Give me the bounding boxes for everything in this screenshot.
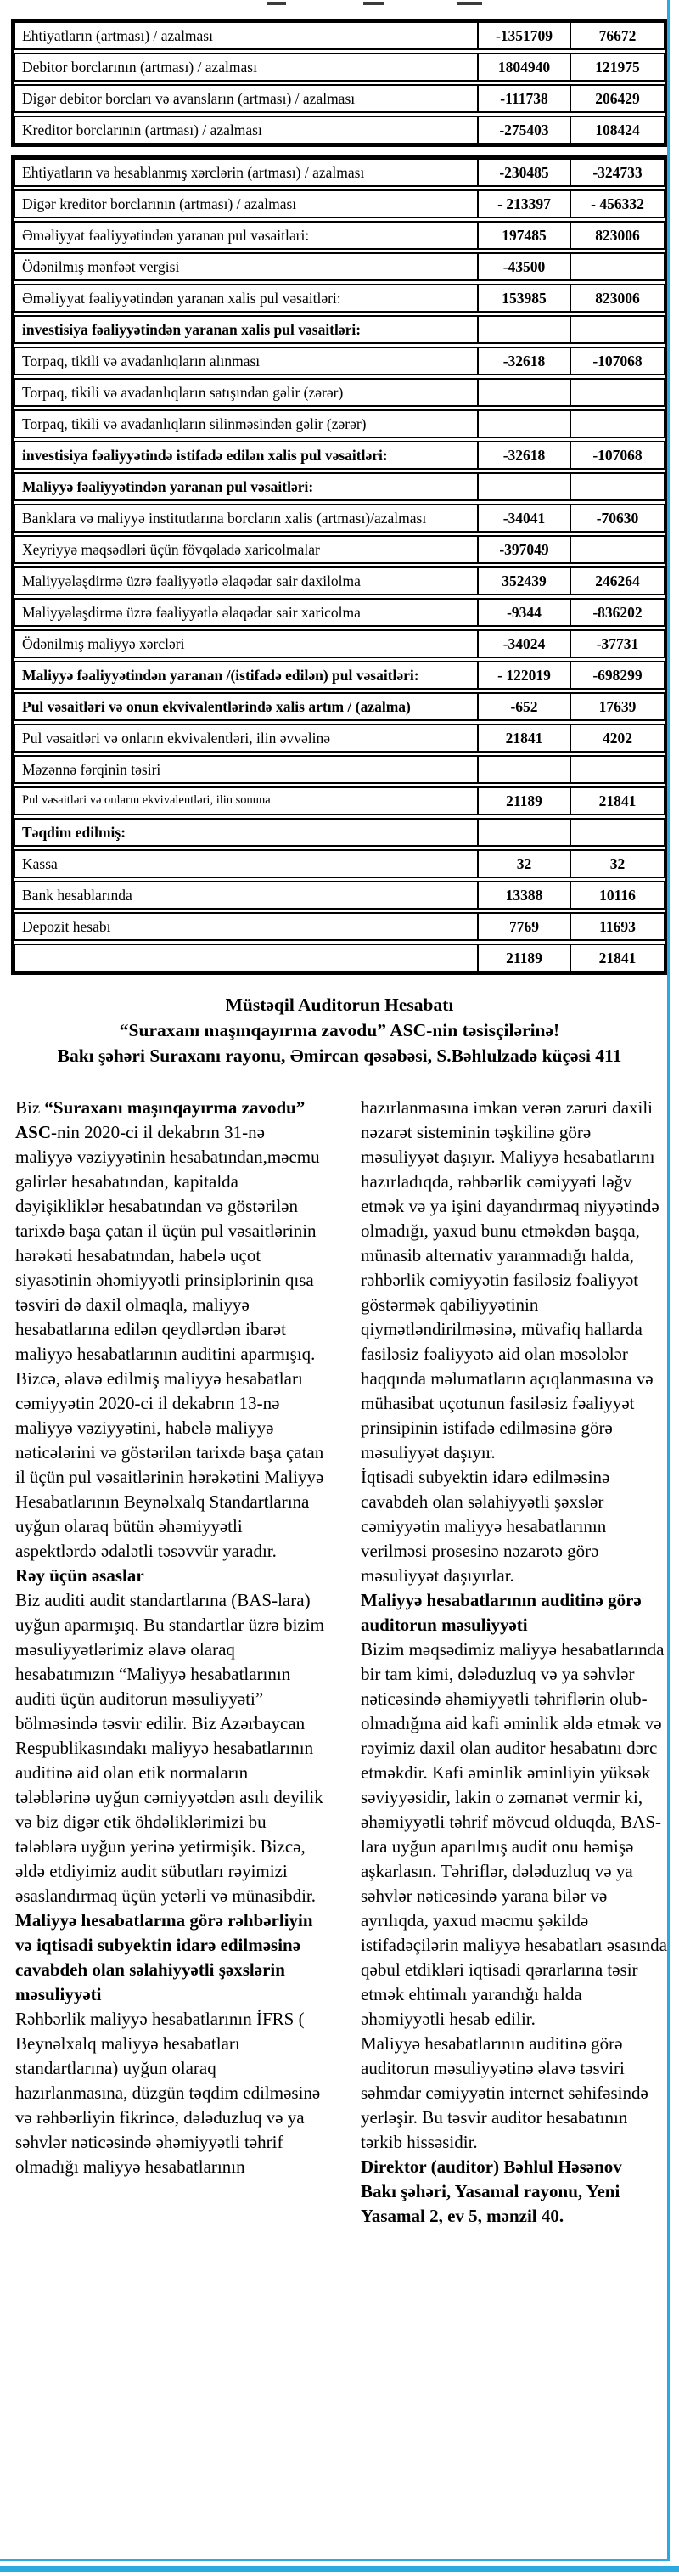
row-label: Əməliyyat fəaliyyətindən yaranan xalis pul vəsaitləri:	[15, 285, 479, 311]
row-label: Əməliyyat fəaliyyətindən yaranan pul vəsaitləri:	[15, 223, 479, 248]
value-col-1	[479, 757, 571, 782]
row-label: Kreditor borclarının (artması) / azalması	[15, 117, 479, 143]
row-label: Ödənilmış mənfəət vergisi	[15, 254, 479, 279]
row-label: Məzənnə fərqinin təsiri	[15, 757, 479, 782]
page-right-blue-line	[667, 0, 670, 2561]
row-label: Maliyyə fəaliyyətindən yaranan /(istifadə edilən) pul vəsaitləri:	[15, 662, 479, 688]
value-col-1: 13388	[479, 882, 571, 908]
table-row	[14, 472, 665, 501]
row-label	[15, 945, 479, 971]
table-row	[14, 441, 665, 470]
table-row	[14, 849, 665, 878]
value-col-1: -1351709	[479, 23, 571, 48]
value-col-2	[571, 317, 664, 342]
table-row	[14, 786, 665, 815]
table-row	[14, 116, 665, 144]
value-col-1	[479, 380, 571, 405]
clipped-text-fragment	[457, 2, 482, 5]
value-col-1: 1804940	[479, 54, 571, 80]
report-text: İqtisadi subyektin idarə edilməsinə cavabdeh olan səlahiyyətli şəxslər cəmiyyətin maliyyə hesabatlarının verilməsi prosesinə nəzarətə görə məsuliyyət daşıyırlar.	[361, 1467, 610, 1586]
report-text: -nin 2020-ci il dekabrın 31-nə maliyyə vəziyyətinin hesabatından,məcmu gəlirlər hesabatından, kapitalda dəyişikliklər hesabatından və göstərilən tarixdə başa çatan il üçün pul vəsaitlərinin hərəkəti hesabatından, habelə uçot siyasətinin əhəmiyyətli prinsiplərinin qısa təsviri də daxil olmaqla, maliyyə hesabatlarına edilən qeydlərdən ibarət maliyyə hesabatlarının auditini aparmışıq. Bizcə, əlavə edilmiş maliyyə hesabatları cəmiyyətin 2020-ci il dekabrın 13-nə maliyyə vəziyyətini, habelə maliyyə nəticələrini və göstərilən tarixdə başa çatan il üçün pul vəsaitlərinin hərəkətini Maliyyə Hesabatlarının Beynəlxalq Standartlarına uyğun olaraq bütün əhəmiyyətli aspektlərdə ədalətli təsəvvür yaradır.	[15, 1122, 324, 1561]
value-col-2: - 456332	[591, 195, 644, 212]
table-row	[14, 818, 665, 847]
report-address: Bakı şəhəri Suraxanı rayonu, Əmircan qəsəbəsi, S.Bəhlulzadə küçəsi 411	[57, 1046, 622, 1066]
report-heading: Bakı şəhəri, Yasamal rayonu, Yeni Yasamal 2, ev 5, mənzil 40.	[361, 2181, 620, 2226]
row-label: Ehtiyatların (artması) / azalması	[15, 23, 479, 48]
report-heading: “Suraxanı maşınqayırma zavodu” ASC	[15, 1097, 306, 1142]
value-col-2: -70630	[596, 510, 639, 527]
row-label: investisiya fəaliyyətində istifadə edilən xalis pul vəsaitləri:	[15, 442, 479, 468]
value-col-1: - 213397	[479, 191, 571, 217]
page-bottom-blue-bar	[0, 2566, 679, 2572]
table-row	[14, 692, 665, 721]
table-row	[14, 535, 665, 564]
row-label: Pul vəsaitləri və onların ekvivalentləri, ilin əvvəlinə	[15, 725, 479, 751]
row-label: Pul vəsaitləri və onların ekvivalentləri, ilin sonuna	[15, 788, 479, 814]
value-col-2: 121975	[595, 59, 640, 76]
row-label: Bank hesablarında	[15, 882, 479, 908]
value-col-2: 206429	[595, 90, 640, 107]
report-heading: Rəy üçün əsaslar	[15, 1565, 144, 1586]
value-col-2	[571, 254, 664, 279]
table-row	[14, 284, 665, 313]
value-col-1: -43500	[479, 254, 571, 279]
value-col-1: 32	[479, 851, 571, 877]
value-col-2: 17639	[598, 698, 637, 715]
value-col-2: 108424	[595, 121, 640, 138]
value-col-2: -324733	[592, 164, 643, 181]
row-label: Torpaq, tikili və avadanlıqların satışından gəlir (zərər)	[15, 380, 479, 405]
value-col-1: -275403	[479, 117, 571, 143]
row-label: Debitor borclarının (artması) / azalması	[15, 54, 479, 80]
report-text: Maliyyə hesabatlarının auditinə görə auditorun məsuliyyətinə əlavə təsviri səhmdar cəmiyyətin internet səhifəsində yerləşir. Bu təsvir auditor hesabatının tərkib hissəsidir.	[361, 2033, 648, 2152]
value-col-1: 352439	[479, 568, 571, 594]
value-col-1: 21841	[479, 725, 571, 751]
report-text: Bizim məqsədimiz maliyyə hesabatlarında bir tam kimi, dələduzluq və ya səhvlər nəticəsində əhəmiyyətli təhriflərin olub-olmadığına aid kafi əminlik əldə etmək və rəyimiz daxil olan auditor hesabatını dərc etməkdir. Kafi əminlik əminliyin yüksək səviyyəsidir, lakin o zəmanət vermir ki, əhəmiyyətli təhrif mövcud olduqda, BAS-lara uyğun aparılmış audit onu həmişə aşkarlasın. Təhriflər, dələduzluq və ya səhvlər nəticəsində yarana bilər və ayrılıqda, yaxud məcmu şəkildə istifadəçilərin maliyyə hesabatları əsasında qəbul etdikləri iqtisadi qərarlarına təsir etmək ehtimalı yarandığı halda əhəmiyyətli hesab edilir.	[361, 1639, 667, 2029]
report-heading: Maliyyə hesabatlarının auditinə görə auditorun məsuliyyəti	[361, 1590, 642, 1635]
row-label: Pul vəsaitləri və onun ekvivalentlərində xalis artım / (azalma)	[15, 694, 479, 719]
row-label: Kassa	[15, 851, 479, 877]
table-row	[14, 189, 665, 218]
report-right-column	[361, 1096, 668, 2229]
value-col-2: -37731	[596, 635, 639, 652]
row-label: Banklara və maliyyə institutlarına borcların xalis (artması)/azalması	[15, 505, 479, 531]
value-col-1: 197485	[479, 223, 571, 248]
report-heading: Maliyyə hesabatlarına görə rəhbərliyin və iqtisadi subyektin idarə edilməsinə cavabdeh olan səlahiyyətli şəxslərin məsuliyyəti	[15, 1910, 313, 2004]
value-col-2: -107068	[592, 447, 643, 464]
table-row	[14, 881, 665, 910]
row-label: Xeyriyyə məqsədləri üçün fövqəladə xaricolmalar	[15, 537, 479, 562]
value-col-2: -107068	[592, 352, 643, 369]
row-label: Təqdim edilmiş:	[15, 820, 479, 845]
table-row	[14, 378, 665, 407]
row-label: Maliyyələşdirmə üzrə fəaliyyətlə əlaqədar sair xaricolma	[15, 600, 479, 625]
report-title: Müstəqil Auditorun Hesabatı	[225, 995, 454, 1015]
table-row	[14, 158, 665, 187]
value-col-1: -32618	[479, 348, 571, 374]
table-row	[14, 912, 665, 941]
row-label: Maliyyələşdirmə üzrə fəaliyyətlə əlaqədar sair daxilolma	[15, 568, 479, 594]
report-header	[0, 992, 679, 1068]
value-col-1: -397049	[479, 537, 571, 562]
value-col-1: -34024	[479, 631, 571, 657]
clipped-text-fragment	[363, 2, 384, 5]
value-col-2: 823006	[595, 290, 640, 307]
table-row	[14, 504, 665, 533]
value-col-1: - 122019	[479, 662, 571, 688]
table-row	[14, 944, 665, 972]
report-heading: Direktor (auditor) Bəhlul Həsənov	[361, 2156, 622, 2177]
row-label: Ehtiyatların və hesablanmış xərclərin (artması) / azalması	[15, 160, 479, 185]
value-col-1	[479, 474, 571, 499]
value-col-1	[479, 820, 571, 845]
value-col-2	[571, 411, 664, 437]
value-col-1: -111738	[479, 86, 571, 111]
value-col-2: 21841	[598, 950, 637, 967]
table-row	[14, 755, 665, 784]
row-label: investisiya fəaliyyətindən yaranan xalis pul vəsaitləri:	[15, 317, 479, 342]
table-row	[14, 566, 665, 595]
table-row	[14, 84, 665, 113]
clipped-text-fragment	[267, 2, 286, 5]
report-text: Biz auditi audit standartlarına (BAS-lara) uyğun aparmışıq. Bu standartlar üzrə bizim məsuliyyətlərimiz əlavə olaraq hesabatımızın “Maliyyə hesabatlarının auditi üçün auditorun məsuliyyəti” bölməsində təsvir edilir. Biz Azərbaycan Respublikasındakı maliyyə hesabatlarının auditinə aid olan etik normaların tələblərinə uyğun cəmiyyətdən asılı deyilik və biz digər etik öhdəliklərimizi bu tələblərə uyğun yerinə yetirmişik. Bizcə, əldə etdiyimiz audit sübutları rəyimizi əsaslandırmaq üçün yetərli və münasibdir.	[15, 1590, 324, 1906]
value-col-1: -230485	[479, 160, 571, 185]
report-left-column	[15, 1096, 326, 2229]
value-col-2: 246264	[595, 572, 640, 589]
value-col-1: 21189	[479, 788, 571, 814]
table-row	[14, 598, 665, 627]
table-row	[14, 661, 665, 690]
row-label: Maliyyə fəaliyyətindən yaranan pul vəsaitləri:	[15, 474, 479, 499]
row-label: Depozit hesabı	[15, 914, 479, 939]
value-col-2: -698299	[592, 667, 643, 684]
value-col-2: 21841	[598, 792, 637, 809]
value-col-2: -836202	[592, 604, 643, 621]
table-row	[14, 221, 665, 250]
value-col-2: 11693	[599, 918, 636, 935]
report-text: hazırlanmasına imkan verən zəruri daxili nəzarət sisteminin təşkilinə görə məsuliyyət daşıyır. Maliyyə hesabatlarını hazırladıqda, rəhbərlik cəmiyyəti ləğv etmək və ya işini dayandırmaq niyyətində olmadığı, yaxud bunu etməkdən başqa, münasib alternativ yaranmadığı halda, rəhbərlik cəmiyyətin fasiləsiz fəaliyyət göstərmək qabiliyyətinin qiymətləndirilməsinə, müvafiq hallarda fasiləsiz fəaliyyətə aid olan məsələlər haqqında məlumatların açıqlanmasına və mühasibat uçotunun fasiləsiz fəaliyyət prinsipinin istifadə edilməsinə görə məsuliyyət daşıyır.	[361, 1097, 659, 1463]
value-col-2: 76672	[598, 27, 637, 44]
value-col-2	[571, 757, 664, 782]
report-subtitle: “Suraxanı maşınqayırma zavodu” ASC-nin təsisçilərinə!	[119, 1020, 560, 1040]
value-col-2: 823006	[595, 227, 640, 244]
row-label: Torpaq, tikili və avadanlıqların silinməsindən gəlir (zərər)	[15, 411, 479, 437]
table-row	[14, 409, 665, 438]
value-col-2: 4202	[603, 730, 632, 747]
value-col-2	[571, 537, 664, 562]
table-row	[14, 21, 665, 50]
value-col-1: 7769	[479, 914, 571, 939]
value-col-2: 32	[609, 855, 626, 872]
value-col-2	[571, 474, 664, 499]
report-text: Rəhbərlik maliyyə hesabatlarının İFRS ( Beynəlxalq maliyyə hesabatları standartlarına) uyğun olaraq hazırlanmasına, düzgün təqdim edilməsinə və rəhbərliyin fikrincə, dələduzluq və ya səhvlər nəticəsində əhəmiyyətli təhrif olmadığı maliyyə hesabatlarının	[15, 2009, 321, 2177]
value-col-1: -34041	[479, 505, 571, 531]
table-row	[14, 724, 665, 753]
row-label: Digər kreditor borclarının (artması) / azalması	[15, 191, 479, 217]
table-row	[14, 629, 665, 658]
value-col-1: -9344	[479, 600, 571, 625]
row-label: Digər debitor borcları və avansların (artması) / azalması	[15, 86, 479, 111]
cash-flow-table-main	[11, 155, 668, 975]
table-row	[14, 315, 665, 344]
report-body	[0, 1096, 679, 2229]
table-row	[14, 53, 665, 82]
value-col-1: 153985	[479, 285, 571, 311]
page-bottom-thin-blue-line	[0, 2559, 670, 2561]
value-col-1	[479, 411, 571, 437]
report-text: Biz	[15, 1097, 45, 1118]
row-label: Torpaq, tikili və avadanlıqların alınması	[15, 348, 479, 374]
value-col-1: 21189	[479, 945, 571, 971]
value-col-1	[479, 317, 571, 342]
value-col-2: 10116	[599, 887, 636, 904]
table-row	[14, 347, 665, 375]
value-col-1: -32618	[479, 442, 571, 468]
value-col-2	[571, 380, 664, 405]
value-col-1: -652	[479, 694, 571, 719]
table-row	[14, 252, 665, 281]
value-col-2	[571, 820, 664, 845]
cash-flow-table-top	[11, 19, 668, 147]
row-label: Ödənilmış maliyyə xərcləri	[15, 631, 479, 657]
